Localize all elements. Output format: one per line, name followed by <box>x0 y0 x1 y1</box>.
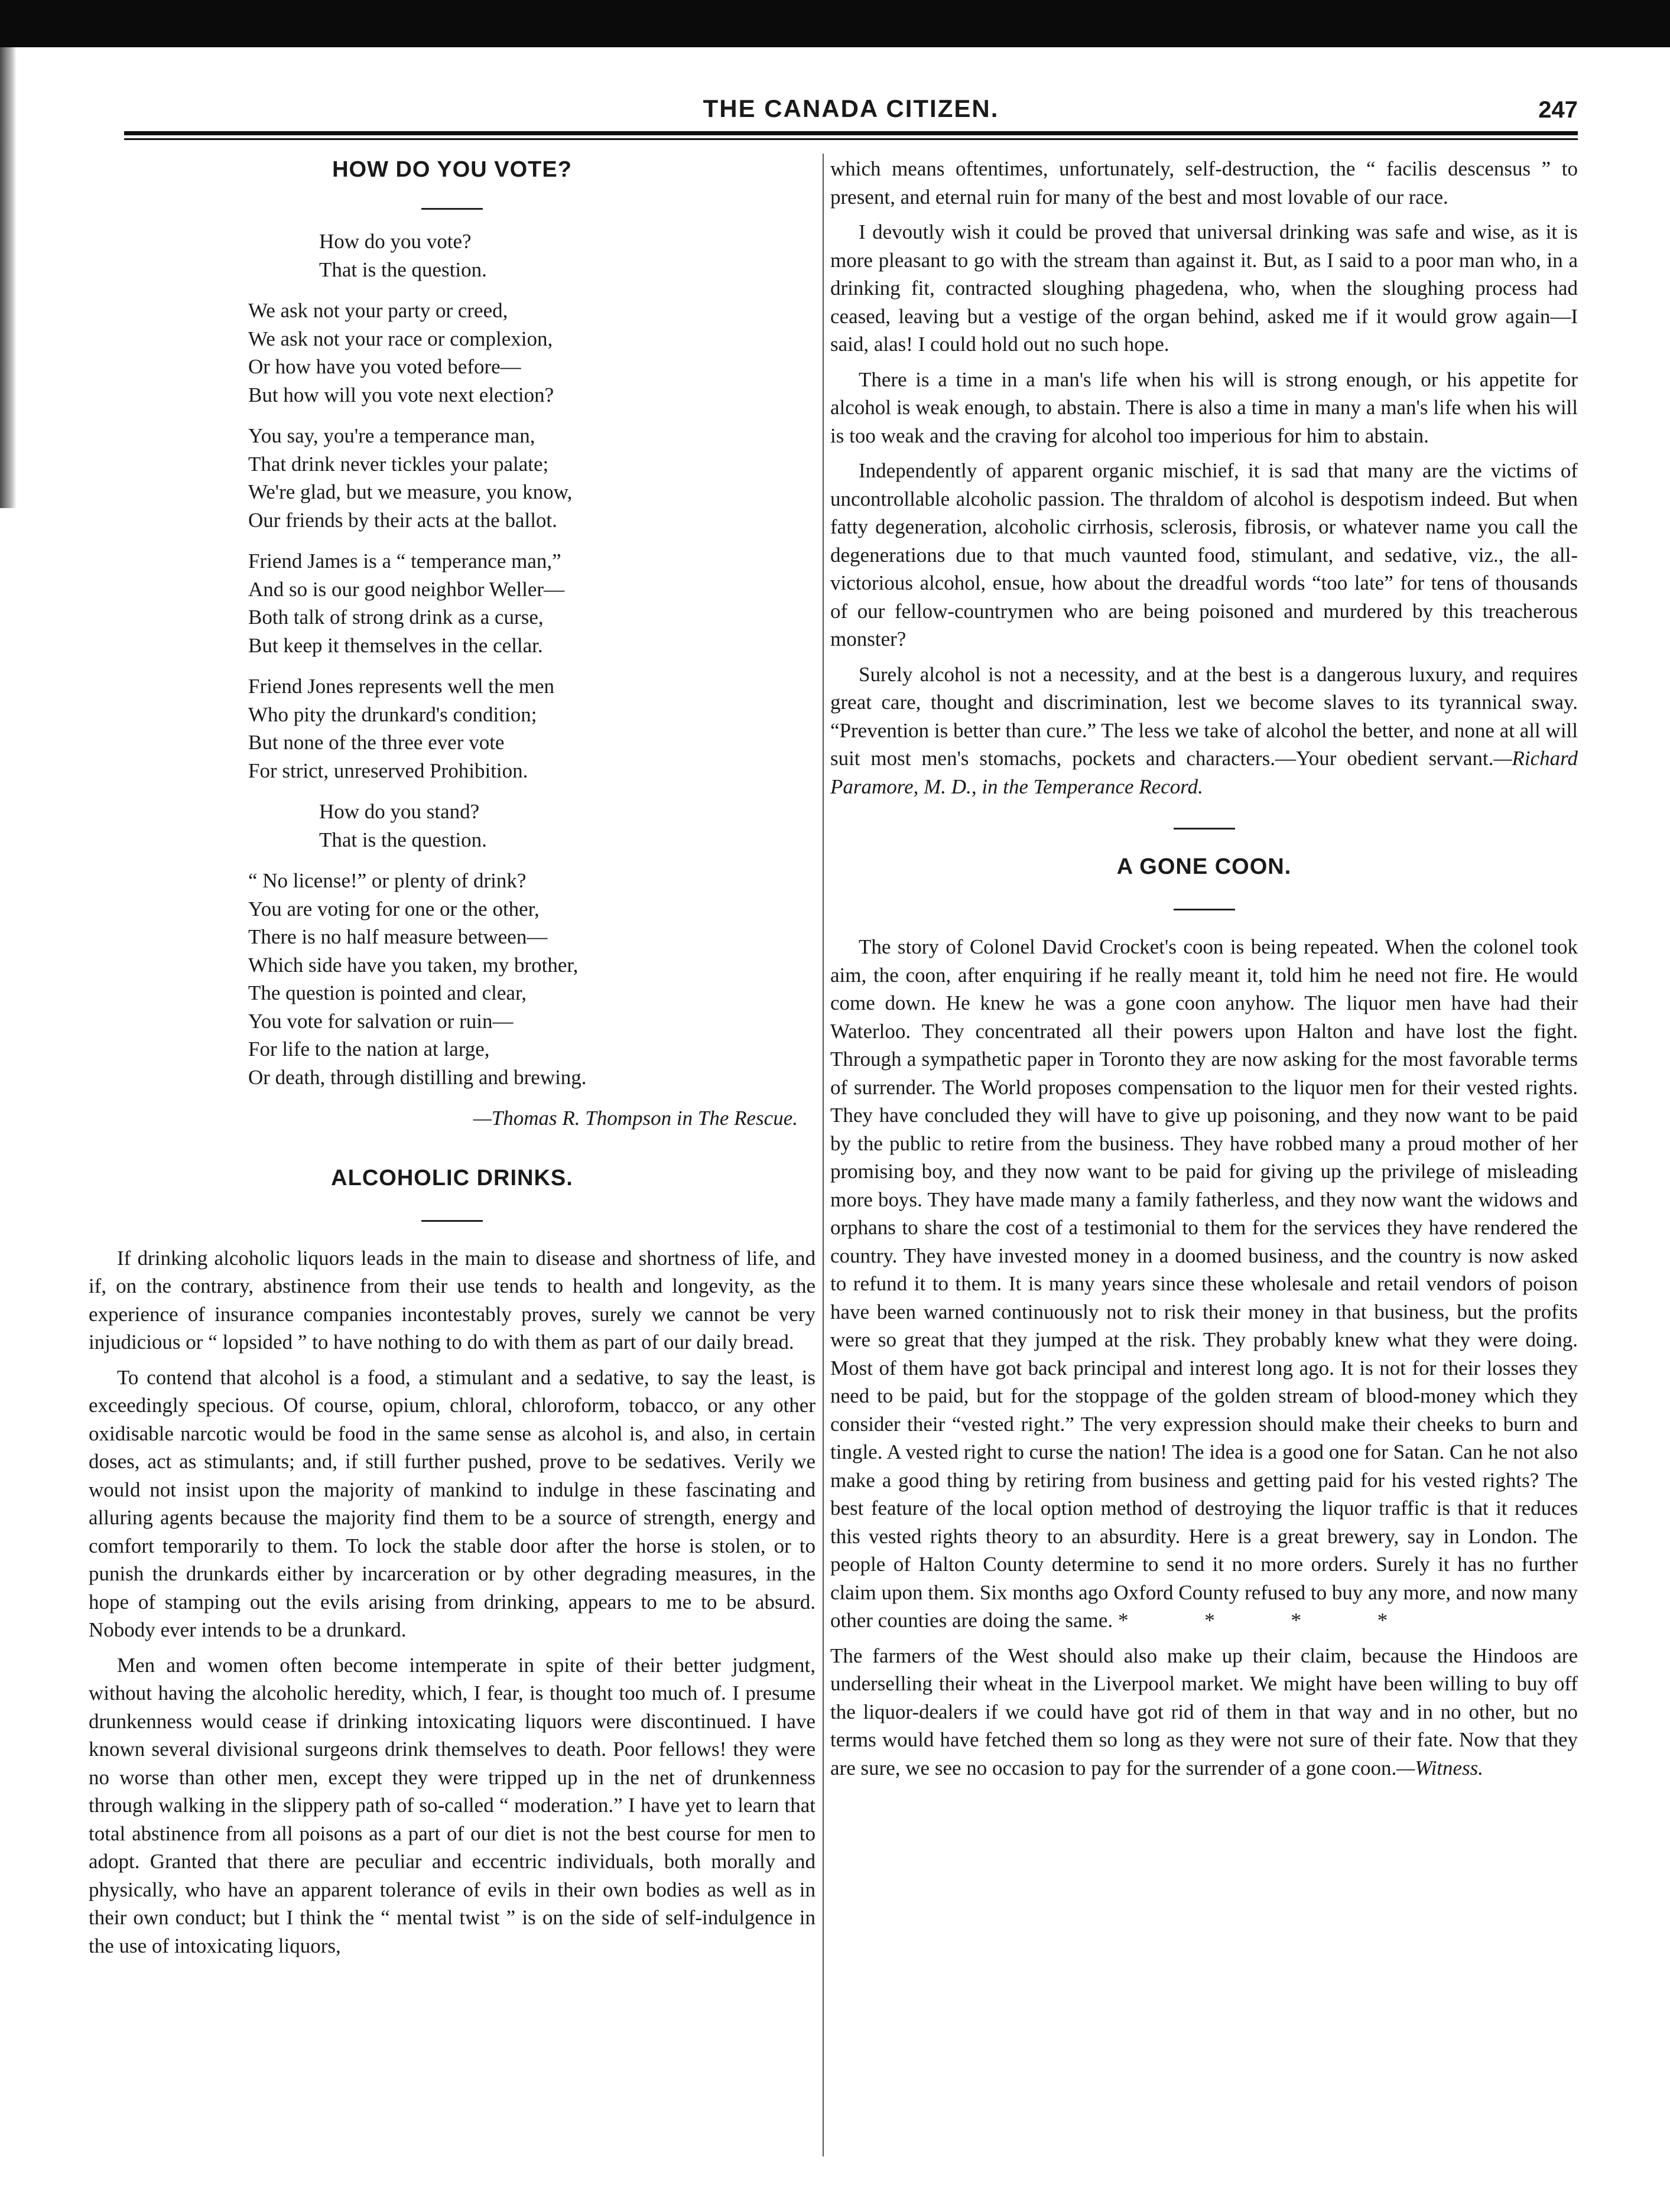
poem-attribution: —Thomas R. Thompson in The Rescue. <box>473 1107 798 1130</box>
masthead: THE CANADA CITIZEN. <box>703 95 999 122</box>
poem-line: Which side have you taken, my brother, <box>248 953 579 977</box>
paragraph-text: Surely alcohol is not a necessity, and at the best is a dangerous luxury, and requires great care, thought and discrimination, lest we become slaves to its tyrannical sway. “Prevention is better than cure.” The less we take of alcohol the better, and none at all will suit most men's stomachs, pockets and characters.—Your obedient servant. <box>830 662 1578 770</box>
paragraph-text: The story of Colonel David Crocket's coon is being repeated. When the colonel took aim, the coon, after enquiring if he really meant it, told him he need not fire. He would come down. He knew he was a gone coon anyhow. The liquor men have had their Waterloo. They concentrated all their powers upon Halton and have lost the fight. Through a sympathetic paper in Toronto they are now asking for the most favorable terms of surrender. The World proposes compensation to the liquor men for their vested rights. They have concluded they will have to give up poisoning, and they now want to be paid by the public to retire from the business. They have robbed many a proud mother of her promising boy, and they now want to be paid for giving up the privilege of misleading more boys. They have made many a family fatherless, and they now want the widows and orphans to share the cost of a testimonial to them for the services they have rendered the country. They have invested money in a doomed business, and the country is now asked to refund it to them. It is many years since these wholesale and retail vendors of poison have been warned continuously not to risk their money in that business, but the profits were so great that they jumped at the risk. They probably knew what they were doing. Most of them have got back principal and interest long ago. It is not for their losses they need to be paid, but for the stoppage of the golden stream of blood-money which they consider their “vested right.” The very expression should make their cheeks to burn and tingle. A vested right to curse the nation! The idea is a good one for Satan. Can he not also make a good thing by retiring from business and getting paid for his vested rights? The best feature of the local option method of destroying the liquor traffic is that it reduces this vested rights theory to an absurdity. Here is a great brewery, say in London. The people of Halton County determine to send it no more orders. Surely it has no further claim upon them. Six months ago Oxford County refused to buy any more, and now many other counties are doing the same. <box>830 935 1578 1632</box>
right-column <box>830 155 1578 1789</box>
poem-line: “ No license!” or plenty of drink? <box>248 869 527 892</box>
article-paragraph <box>830 661 1578 801</box>
left-column <box>89 155 815 1967</box>
article-paragraph: I devoutly wish it could be proved that universal drinking was safe and wise, as it is more pleasant to go with the stream than against it. But, as I said to a poor man who, in a drinking fit, contracted sloughing phagedena, who, when the sloughing process had ceased, leaving but a vestige of the organ behind, asked me if it would grow again—I said, alas! I could hold out no such hope. <box>830 220 1578 356</box>
poem-line: You are voting for one or the other, <box>248 897 540 920</box>
scan-left-edge <box>0 47 17 508</box>
poem-line: And so is our good neighbor Weller— <box>248 577 565 601</box>
poem-line: But none of the three ever vote <box>248 731 505 754</box>
poem-line: But keep it themselves in the cellar. <box>248 633 543 657</box>
poem-line: You vote for salvation or ruin— <box>248 1009 514 1033</box>
poem-line: Our friends by their acts at the ballot. <box>248 508 557 532</box>
poem-line: That is the question. <box>319 828 487 851</box>
column-divider <box>823 154 824 2156</box>
vote-poem <box>89 227 815 1133</box>
poem-line: Or how have you voted before— <box>248 355 521 378</box>
poem-line: For life to the nation at large, <box>248 1037 490 1061</box>
article-paragraph: If drinking alcoholic liquors leads in the main to disease and shortness of life, and if, on the contrary, abstinence from their use tends to health and longevity, as the experience of insurance companies incontestably proves, surely we cannot be very injudicious or “ lopsided ” to have nothing to do with them as part of our daily bread. <box>89 1246 815 1354</box>
poem-stanza <box>89 422 815 534</box>
poem-line: Friend Jones represents well the men <box>248 675 555 698</box>
drinks-title: ALCOHOLIC DRINKS. <box>331 1165 573 1190</box>
vote-title: HOW DO YOU VOTE? <box>332 157 572 182</box>
article-paragraph <box>830 1642 1578 1782</box>
article-paragraph: There is a time in a man's life when his will is strong enough, or his appetite for alcohol is weak enough, to abstain. There is also a time in many a man's life when his will is too weak and the craving for alcohol too imperious for him to abstain. <box>830 367 1578 447</box>
poem-line: We ask not your race or complexion, <box>248 327 553 350</box>
poem-line: You say, you're a temperance man, <box>248 424 535 447</box>
article-paragraph: which means oftentimes, unfortunately, self-destruction, the “ facilis descensus ” to present, and eternal ruin for many of the best and most lovable of our race. <box>830 157 1578 209</box>
article-signature: —Richard Paramore, M. D., in the Temperance Record. <box>830 747 1578 798</box>
poem-line: That drink never tickles your palate; <box>248 452 549 476</box>
title-rule <box>421 208 483 210</box>
header-rule-thick <box>124 131 1578 135</box>
poem-line: There is no half measure between— <box>248 925 548 948</box>
paragraph-text: The farmers of the West should also make up their claim, because the Hindoos are underselling their wheat in the Liverpool market. We might have been willing to buy off the liquor-dealers if we could have got rid of them in that way and in no other, but no terms would have fetched them so long as they were not sure of their fate. Now that they are sure, we see no occasion to pay for the surrender of a gone coon. <box>830 1644 1578 1780</box>
article-paragraph: Independently of apparent organic mischief, it is sad that many are the victims of uncontrollable alcoholic passion. The thraldom of alcohol is despotism indeed. But when fatty degeneration, alcoholic cirrhosis, sclerosis, fibrosis, or whatever name you call the degenerations due to that much vaunted food, stimulant, and sedative, viz., the all-victorious alcohol, ensue, how about the dreadful words “too late” for tens of thousands of our fellow-countrymen who are being poisoned and murdered by this treacherous monster? <box>830 459 1578 650</box>
poem-stanza <box>89 798 815 854</box>
poem-stanza <box>89 227 815 284</box>
poem-line: How do you stand? <box>319 800 480 823</box>
article-signature: —Witness. <box>1396 1756 1484 1780</box>
poem-line: Or death, through distilling and brewing. <box>248 1065 587 1089</box>
section-rule <box>1174 828 1235 830</box>
poem-line: Both talk of strong drink as a curse, <box>248 606 544 629</box>
poem-line: But how will you vote next election? <box>248 383 554 406</box>
page-number: 247 <box>1538 97 1578 123</box>
poem-line: We're glad, but we measure, you know, <box>248 480 573 503</box>
poem-line: Friend James is a “ temperance man,” <box>248 549 561 572</box>
poem-line: The question is pointed and clear, <box>248 981 527 1004</box>
header-rule-thin <box>124 138 1578 140</box>
article-paragraph <box>830 933 1578 1635</box>
poem-stanza <box>89 672 815 785</box>
poem-line: How do you vote? <box>319 230 472 253</box>
article-paragraph: To contend that alcohol is a food, a stimulant and a sedative, to say the least, is exceedingly specious. Of course, opium, chloral, chloroform, tobacco, or any other oxidisable narcotic would be food in the same sense as alcohol is, and also, in certain doses, act as stimulants; and, if still further pushed, prove to be sedatives. Verily we would not insist upon the majority of mankind to indulge in these fascinating and alluring agents because the majority find them to be a source of strength, energy and comfort temporarily to them. To lock the stable door after the horse is stolen, or to punish the drunkards either by incarceration or by other degrading measures, in the hope of stamping out the evils arising from drinking, appears to me to be absurd. Nobody ever intends to be a drunkard. <box>89 1365 815 1641</box>
poem-stanza <box>89 297 815 409</box>
coon-title: A GONE COON. <box>1116 854 1292 879</box>
poem-stanza <box>89 547 815 659</box>
title-rule <box>421 1220 483 1222</box>
title-rule <box>1174 909 1235 910</box>
poem-stanza <box>89 867 815 1091</box>
poem-line: That is the question. <box>319 258 487 281</box>
section-stars: * * * * <box>1117 1609 1424 1632</box>
poem-line: We ask not your party or creed, <box>248 299 508 322</box>
page-header <box>124 95 1578 130</box>
poem-line: For strict, unreserved Prohibition. <box>248 759 528 782</box>
scan-top-border <box>0 0 1670 47</box>
article-paragraph: Men and women often become intemperate in spite of their better judgment, without having the alcoholic heredity, which, I fear, is thought too much of. I presume drunkenness would cease if drinking intoxicating liquors were discontinued. I have known several divisional surgeons drink themselves to death. Poor fellows! they were no worse than other men, except they were tripped up in the net of drunkenness through walking in the slippery path of so-called “ moderation.” I have yet to learn that total abstinence from all poisons as a part of our diet is not the best course for men to adopt. Granted that there are peculiar and eccentric individuals, both morally and physically, who have an apparent tolerance of evils in their own bodies as well as in their own conduct; but I think the “ mental twist ” is on the side of self-indulgence in the use of intoxicating liquors, <box>89 1653 815 1957</box>
poem-line: Who pity the drunkard's condition; <box>248 702 537 726</box>
